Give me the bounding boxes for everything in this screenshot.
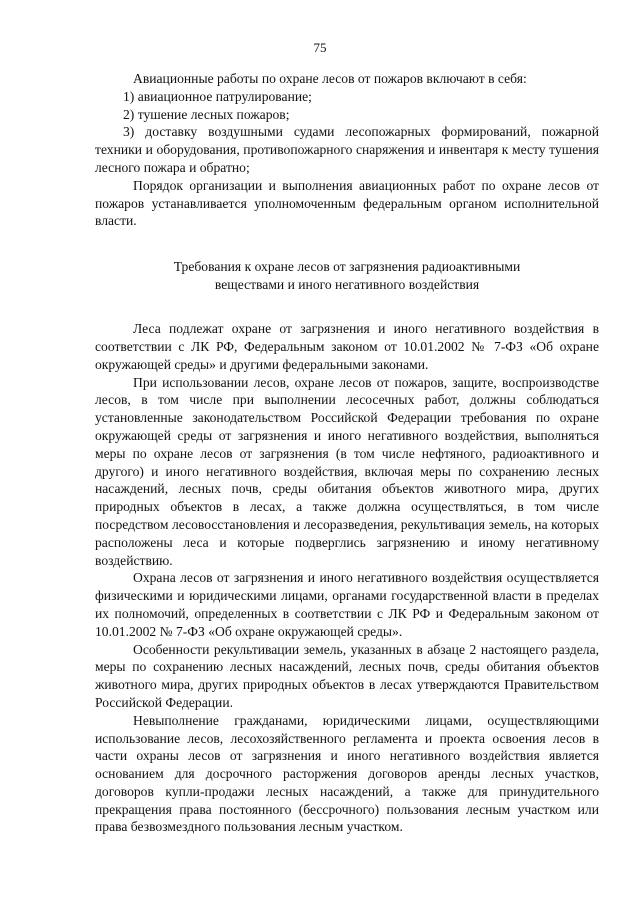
section-heading-line-2: веществами и иного негативного воздействия — [214, 277, 480, 293]
intro-item-1: 1) авиационное патрулирование; — [123, 88, 312, 104]
document-body — [95, 70, 599, 836]
section-heading — [95, 258, 599, 294]
intro-item-3: 3) доставку воздушными судами лесопожарных формирований, пожарной техники и оборудования, противопожарного снаряжения и инвентаря к месту тушения лесного пожара и обратно; — [95, 124, 599, 175]
intro-lead: Авиационные работы по охране лесов от пожаров включают в себя: — [133, 71, 527, 86]
intro-order-paragraph: Порядок организации и выполнения авиационных работ по охране лесов от пожаров устанавливается уполномоченным федеральным органом исполнительной власти. — [95, 177, 599, 229]
page-number: 75 — [313, 40, 327, 55]
section-paragraph-3: Охрана лесов от загрязнения и иного негативного воздействия осуществляется физическими и юридическими лицами, органами государственной власти в пределах их полномочий, определенных в соответствии с ЛК РФ и Федеральным законом от 10.01.2002 № 7-ФЗ «Об охране окружающей среды». — [95, 570, 599, 639]
intro-item-2: 2) тушение лесных пожаров; — [123, 106, 290, 122]
section-paragraph-5: Невыполнение гражданами, юридическими лицами, осуществляющими использование лесов, лесохозяйственного регламента и проекта освоения лесов в части охраны лесов от загрязнения и иного негативного воздействия является основанием для досрочного расторжения договоров аренды лесных участков, договоров купли-продажи лесных насаждений, а также для принудительного прекращения права постоянного (бессрочного) пользования лесным участком или права безвозмездного пользования лесным участком. — [95, 712, 599, 835]
section-paragraph-4: Особенности рекультивации земель, указанных в абзаце 2 настоящего раздела, меры по сохранению лесных насаждений, лесных почв, среды обитания объектов животного мира, других природных объектов в лесах утверждаются Правительством Российской Федерации. — [95, 641, 599, 710]
section-paragraph-2: При использовании лесов, охране лесов от пожаров, защите, воспроизводстве лесов, в том числе при выполнении лесосечных работ, должны соблюдаться установленные законодательством Российской Федерации требования по охране окружающей среды от загрязнения и иного негативного воздействия, выполняться меры по охране лесов от загрязнения (в том числе нефтяного, радиоактивного и другого) и иного негативного воздействия, включая меры по сохранению лесных насаждений, лесных почв, среды обитания объектов животного мира, других природных объектов в лесах, а также должна осуществляться, в том числе посредством лесовосстановления и лесоразведения, рекультивация земель, на которых расположены леса и которые подверглись загрязнению и иному негативному воздействию. — [95, 374, 599, 568]
section-paragraph-1: Леса подлежат охране от загрязнения и иного негативного воздействия в соответствии с ЛК РФ, Федеральным законом от 10.01.2002 № 7-ФЗ «Об охране окружающей среды» и другими федеральными законами. — [95, 321, 599, 372]
section-heading-line-1: Требования к охране лесов от загрязнения радиоактивными — [173, 259, 521, 275]
